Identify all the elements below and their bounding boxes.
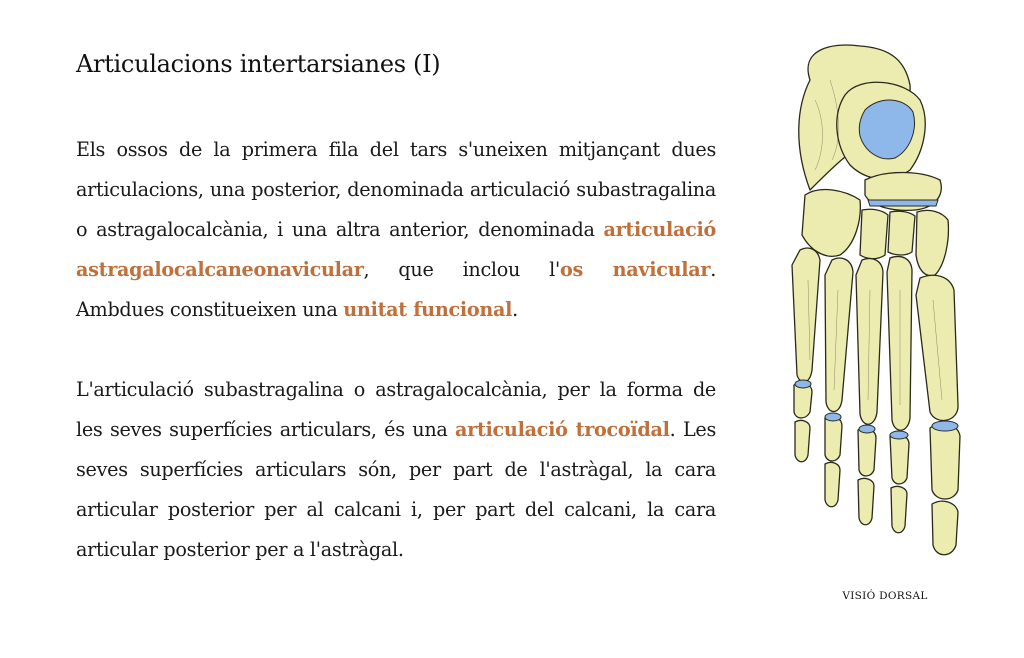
hallux-articular-surface	[932, 421, 958, 431]
phalanx-2-distal	[891, 486, 907, 532]
lateral-cuneiform-bone	[860, 209, 888, 259]
phalanx-2-articular-surface	[890, 431, 908, 439]
link-articulacio-astragalocalcaneonavicular[interactable]: articulació astragalocalcaneonavicular	[76, 218, 716, 281]
figure-caption: VISIÓ DORSAL	[842, 590, 928, 602]
navicular-articular-surface	[868, 200, 938, 206]
link-unitat-funcional[interactable]: unitat funcional	[343, 298, 513, 321]
article-body	[76, 130, 716, 570]
metatarsal-4	[825, 258, 853, 411]
paragraph-1-text-1: Els ossos de la primera fila del tars s'uneixen mitjançant dues articulacions, una posterior, denominada articulació subastragalina o astragalocalcània, i una altra anterior, denominada	[76, 138, 716, 241]
metatarsal-3	[856, 259, 883, 425]
paragraph-1	[76, 130, 716, 330]
foot-bones-dorsal-illustration	[770, 40, 1000, 570]
paragraph-2-text-1: L'articulació subastragalina o astragalocalcània, per la forma de les seves superfícies articulars, és una	[76, 378, 716, 441]
metatarsal-2	[887, 257, 912, 431]
medial-cuneiform-bone	[916, 210, 948, 275]
paragraph-1-text-2: , que inclou l'	[363, 258, 560, 281]
phalanx-3-distal	[858, 478, 874, 524]
metatarsal-1	[916, 275, 958, 420]
phalanx-4-distal	[825, 462, 840, 506]
phalanx-5-articular-surface	[795, 380, 811, 388]
metatarsal-5	[792, 248, 820, 382]
phalanx-4-proximal	[825, 416, 842, 461]
hallux-proximal	[930, 424, 960, 499]
phalanx-3-proximal	[858, 428, 876, 476]
intermediate-cuneiform-bone	[888, 211, 915, 255]
phalanx-2-proximal	[890, 434, 909, 484]
cuboid-bone	[802, 190, 860, 257]
hallux-distal	[932, 501, 958, 555]
link-articulacio-trocoidal[interactable]: articulació trocoïdal	[455, 418, 670, 441]
paragraph-2	[76, 370, 716, 570]
phalanx-5-distal	[795, 420, 810, 461]
paragraph-1-text-3: . Ambdues constitueixen una	[76, 258, 717, 321]
phalanx-4-articular-surface	[825, 413, 841, 421]
paragraph-2-text-2: . Les seves superfícies articulars són, per part de l'astràgal, la cara articular posterior per al calcani i, per part del calcani, la cara articular posterior per a l'astràgal.	[76, 418, 716, 561]
paragraph-1-text-4: .	[512, 298, 518, 321]
page-title: Articulacions intertarsianes (I)	[76, 50, 441, 78]
phalanx-3-articular-surface	[859, 425, 875, 433]
link-os-navicular[interactable]: os navicular	[559, 258, 711, 281]
